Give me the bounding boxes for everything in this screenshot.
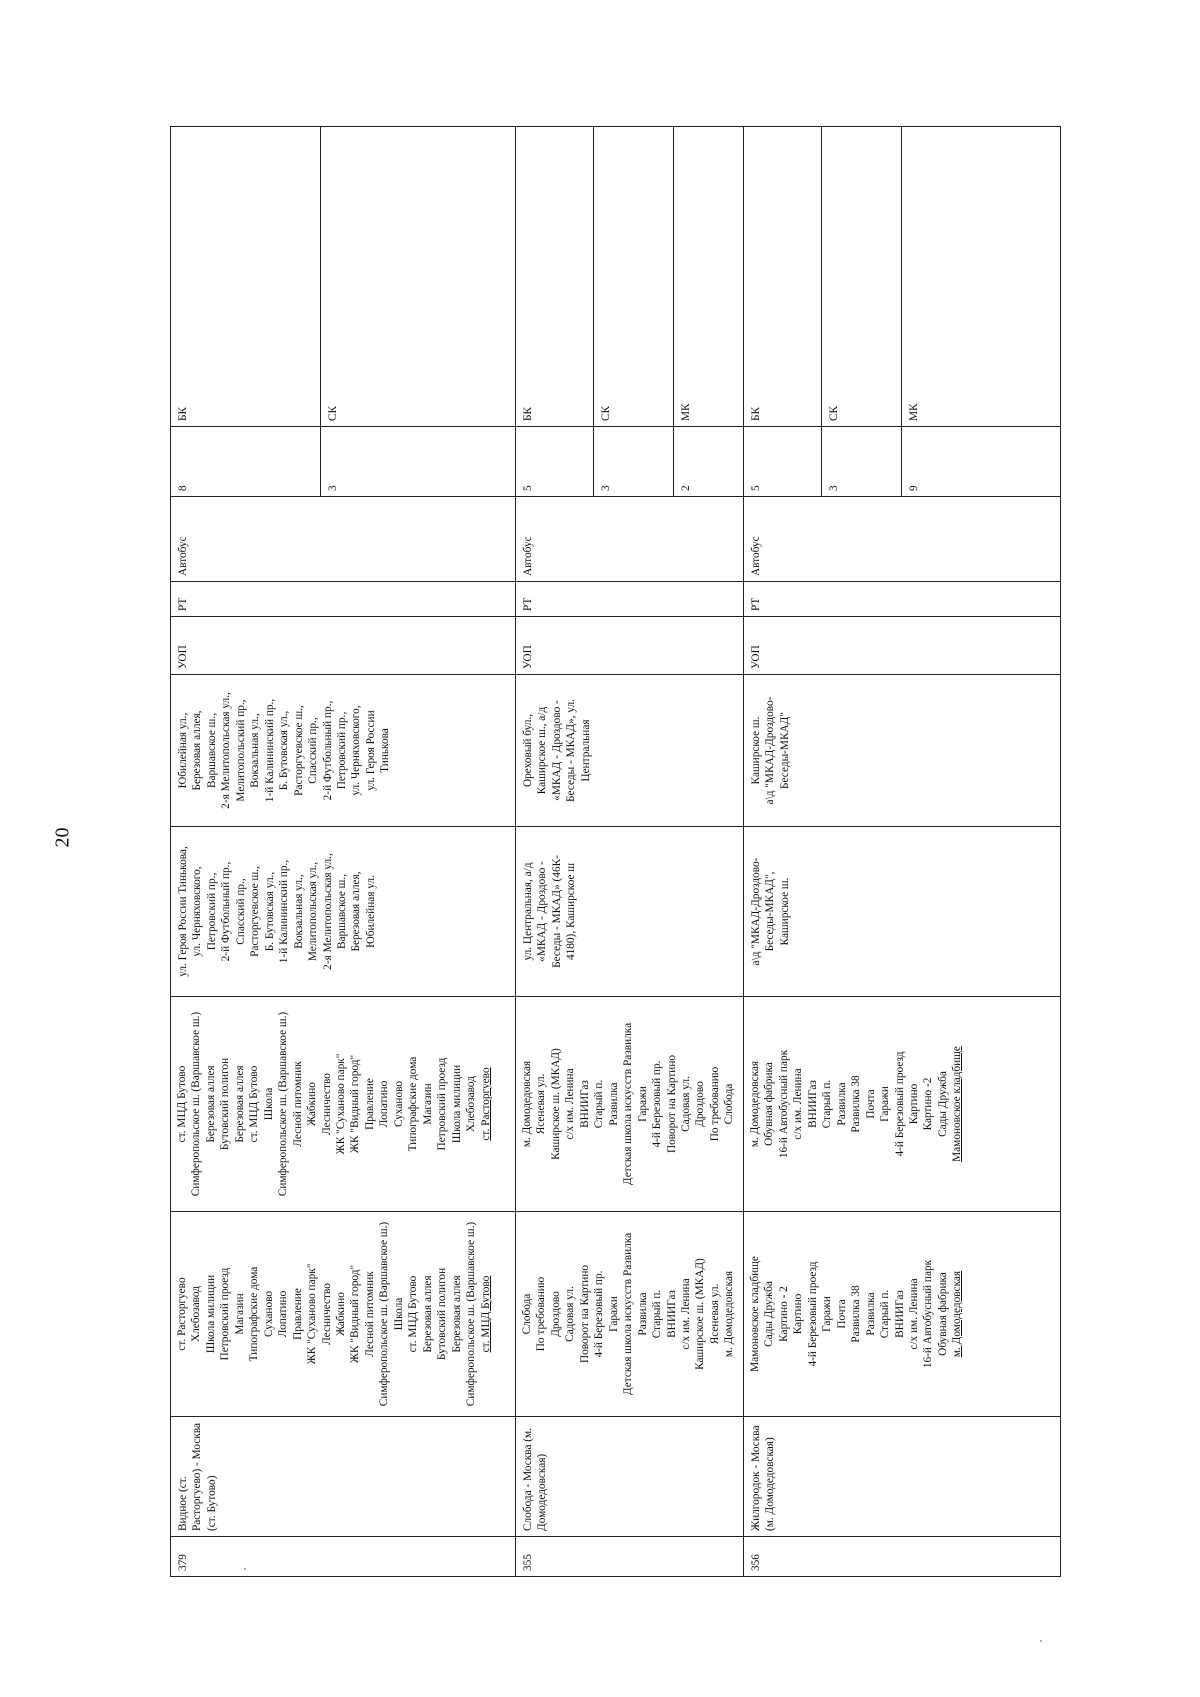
vehicle-count: 8 — [171, 427, 321, 497]
vehicle-count: 3 — [822, 427, 902, 497]
stop-item: с/х им. Ленина — [679, 1278, 692, 1350]
vehicle-type: Автобус — [171, 497, 516, 582]
street-item: Мелитопольский пр., — [234, 699, 247, 802]
stop-item: Старый п. — [879, 1289, 892, 1339]
stop-item: Гаражи — [607, 1296, 620, 1332]
street-item: ул. Героя России Тинькова, — [177, 846, 189, 977]
stop-item: Симферопольское ш. (Варшавское ш.) — [277, 1011, 290, 1197]
stop-item: Почта — [864, 1089, 877, 1119]
stop-item: Магазин — [233, 1293, 246, 1335]
route-number: 379 — [171, 1537, 516, 1577]
stop-item: Мамоновское кладбище — [749, 1256, 761, 1372]
stop-item: Школа милиции — [204, 1274, 217, 1354]
page-number: 20 — [51, 827, 74, 848]
street-item: Вокзальная ул., — [292, 874, 305, 949]
street-item: Варшавское ш., — [205, 712, 218, 789]
stop-item: Картино — [907, 1083, 920, 1125]
street-item: ул. Черняховского, — [350, 705, 363, 796]
vehicle-class: МК — [674, 127, 744, 427]
order-type: УОП — [516, 617, 744, 675]
streets-backward — [171, 675, 516, 827]
vehicle-type: Автобус — [516, 497, 744, 582]
street-item: Варшавское ш., — [335, 873, 348, 950]
street-item: «МКАД - Дроздово - — [550, 700, 563, 801]
street-item: Беседы-МКАД", — [764, 871, 777, 952]
stop-item: Правление — [291, 1288, 304, 1340]
stop-item: Правление — [363, 1078, 376, 1130]
stop-item: Лесничество — [320, 1073, 333, 1135]
street-item: 1-й Калининский пр., — [263, 698, 276, 803]
street-item: Центральная — [579, 719, 592, 782]
tariff-type: РТ — [744, 582, 1061, 617]
stop-item: Школа — [262, 1087, 275, 1121]
vehicle-count: 3 — [321, 427, 516, 497]
route-name: Видное (ст. Расторгуево) - Москва (ст. Бутово) — [171, 1417, 516, 1537]
stops-forward — [744, 1212, 1061, 1417]
street-item: а\д "МКАД-Дроздово- — [764, 696, 777, 805]
stop-item: Суханово — [392, 1081, 405, 1128]
street-item: 2-я Мелитопольская ул., — [321, 853, 334, 970]
street-item: 2-й Футбольный пр., — [321, 700, 334, 801]
stops-backward — [516, 997, 744, 1212]
street-item: 2-я Мелитопольская ул., — [220, 692, 233, 809]
stops-backward — [171, 997, 516, 1212]
stop-item: 4-й Березовый проезд — [806, 1261, 819, 1367]
street-item: 1-й Калининский пр., — [278, 859, 291, 964]
stop-item: Бутовский полигон — [219, 1057, 232, 1151]
stop-item: Гаражи — [636, 1086, 649, 1122]
street-item: Б. Бутовская ул., — [263, 871, 276, 952]
stop-item: Бутовский полигон — [436, 1267, 449, 1361]
route-row — [744, 127, 822, 1577]
vehicle-count: 2 — [674, 427, 744, 497]
stop-item: Школа милиции — [450, 1064, 463, 1144]
stop-item: Суханово — [262, 1291, 275, 1338]
street-item: Спасский пр., — [307, 717, 320, 784]
street-item: Каширское ш., а/д — [536, 706, 549, 795]
stop-item: Каширское ш. (МКАД) — [549, 1048, 562, 1160]
vehicle-class: СК — [822, 127, 902, 427]
stop-item: Старый п. — [821, 1079, 834, 1129]
stop-item: Дроздово — [694, 1081, 707, 1127]
stop-item: Развилка — [607, 1082, 620, 1126]
stop-item: ЖК "Суханово парк" — [334, 1053, 347, 1155]
stop-item: Березовая аллея — [233, 1065, 246, 1143]
stop-item: Магазин — [421, 1083, 434, 1125]
street-item: Ореховый бул., — [522, 713, 534, 788]
stop-item: Каширское ш. (МКАД) — [694, 1258, 707, 1370]
stop-item: ст. МЦД Бутово — [248, 1065, 261, 1143]
stop-item: ст. Расторгуево — [176, 1277, 188, 1351]
stop-item: Симферопольское ш. (Варшавское ш.) — [378, 1221, 391, 1407]
stop-item: Ясеневая ул. — [708, 1283, 721, 1345]
stop-item: Картино - 2 — [777, 1286, 790, 1342]
stop-item: Березовая аллея — [204, 1065, 217, 1143]
stop-item: Поворот на Картино — [578, 1264, 591, 1364]
stop-item: 16-й Автобусный парк — [922, 1259, 935, 1369]
stop-item: Слобода — [521, 1293, 533, 1335]
route-name: Слобода - Москва (м. Домодедовская) — [516, 1417, 744, 1537]
stop-item: Лесной питомник — [291, 1061, 304, 1147]
street-item: ул. Героя России — [364, 710, 377, 791]
stop-item: Гаражи — [821, 1296, 834, 1332]
stop-item: Ясеневая ул. — [535, 1073, 548, 1135]
route-row — [171, 127, 321, 1577]
stop-item: Лопатино — [277, 1290, 290, 1338]
street-item: Беседы - МКАД» (46К- — [550, 855, 563, 968]
stop-item: с/х им. Ленина — [907, 1278, 920, 1350]
stop-item: Школа — [392, 1297, 405, 1331]
stop-item: Симферопольское ш. (Варшавское ш.) — [465, 1221, 478, 1407]
stop-item: Гаражи — [879, 1086, 892, 1122]
route-name: Жилгородок - Москва (м. Домодедовская) — [744, 1417, 1061, 1537]
stop-item: Детская школа искусств Развилка — [622, 1232, 635, 1396]
street-item: Б. Бутовская ул., — [278, 710, 291, 791]
streets-forward — [171, 827, 516, 997]
streets-forward — [516, 827, 744, 997]
stop-item: ВНИИГаз — [578, 1080, 591, 1128]
stop-item: 4-й Березовый пр. — [651, 1060, 664, 1148]
stop-item: Картино — [792, 1293, 805, 1335]
stop-item: м. Домодедовская — [951, 1270, 964, 1358]
stop-item: ЖК "Видный город" — [349, 1054, 362, 1154]
stop-item: Симферопольское ш. (Варшавское ш.) — [190, 1011, 203, 1197]
street-item: Расторгуевское ш., — [292, 705, 305, 796]
street-item: Юбилейная ул., — [177, 712, 189, 789]
routes-table — [170, 126, 1061, 1577]
stop-item: Картино -2 — [922, 1077, 935, 1131]
stop-item: Сады Дружба — [763, 1281, 776, 1347]
route-number: 355 — [516, 1537, 744, 1577]
stop-item: Березовая аллея — [421, 1275, 434, 1353]
rotated-table-wrapper — [170, 127, 1060, 1577]
street-item: Юбилейная ул. — [364, 875, 377, 948]
street-item: 2-й Футбольный пр., — [220, 861, 233, 962]
street-item: а\д "МКАД-Дроздово- — [750, 857, 762, 966]
street-item: ул. Черняховского, — [191, 866, 204, 957]
stop-item: с/х им. Ленина — [792, 1068, 805, 1140]
stop-item: ст. Расторгуево — [479, 1067, 492, 1141]
stop-item: м. Домодедовская — [521, 1060, 533, 1148]
stop-item: ЖК "Суханово парк" — [306, 1263, 319, 1365]
street-item: Каширское ш. — [750, 716, 762, 785]
stop-item: м. Домодедовская — [723, 1270, 736, 1358]
stop-item: 4-й Березовый проезд — [893, 1051, 906, 1157]
stop-item: Слобода — [723, 1083, 736, 1125]
scan-speck — [1040, 1640, 1042, 1642]
vehicle-class: СК — [594, 127, 674, 427]
street-item: Петровский пр., — [205, 872, 218, 951]
vehicle-count: 3 — [594, 427, 674, 497]
stop-item: ВНИИГаз — [806, 1080, 819, 1128]
stop-item: ст. МЦД Бутово — [407, 1275, 420, 1353]
stop-item: По требованию — [708, 1066, 721, 1142]
stop-item: Почта — [835, 1299, 848, 1329]
stop-item: Типографские дома — [407, 1056, 420, 1152]
stop-item: Развилка 38 — [850, 1075, 863, 1133]
tariff-type: РТ — [516, 582, 744, 617]
street-item: 4180), Каширское ш — [565, 862, 578, 961]
stop-item: Садовая ул. — [679, 1076, 692, 1132]
stop-item: Петровский проезд — [436, 1057, 449, 1151]
vehicle-class: МК — [902, 127, 1061, 427]
stops-forward — [171, 1212, 516, 1417]
stop-item: Березовая аллея — [450, 1275, 463, 1353]
stop-item: 4-й Березовый пр. — [593, 1270, 606, 1358]
vehicle-class: СК — [321, 127, 516, 427]
street-item: Березовая аллея, — [191, 710, 204, 791]
stop-item: Хлебозавод — [190, 1286, 203, 1343]
route-number: 356 — [744, 1537, 1061, 1577]
vehicle-class: БК — [171, 127, 321, 427]
stop-item: Садовая ул. — [564, 1286, 577, 1342]
street-item: Расторгуевское ш., — [249, 866, 262, 957]
stop-item: Жабкино — [334, 1292, 347, 1336]
stop-item: Детская школа искусств Развилка — [622, 1022, 635, 1186]
stop-item: ст. МЦД Бутово — [176, 1065, 188, 1143]
stop-item: Развилка — [864, 1292, 877, 1336]
street-item: Беседы-МКАД" — [778, 712, 791, 789]
stop-item: Развилка — [636, 1292, 649, 1336]
stop-item: Дроздово — [549, 1291, 562, 1337]
vehicle-count: 9 — [902, 427, 1061, 497]
street-item: Каширское ш. — [778, 877, 791, 946]
street-item: ул. Центральная, а/д — [522, 862, 534, 961]
street-item: Беседы - МКАД», ул. — [565, 699, 578, 802]
stops-backward — [744, 997, 1061, 1212]
stop-item: ст. МЦД Бутово — [479, 1275, 492, 1353]
vehicle-class: БК — [516, 127, 594, 427]
stop-item: Лесничество — [320, 1283, 333, 1345]
stop-item: Жабкино — [306, 1082, 319, 1126]
stop-item: Петровский проезд — [219, 1267, 232, 1361]
street-item: Вокзальная ул., — [249, 713, 262, 788]
stop-item: м. Домодедовская — [749, 1060, 761, 1148]
stop-item: 16-й Автобусный парк — [777, 1049, 790, 1159]
stop-item: с/х им. Ленина — [564, 1068, 577, 1140]
stop-item: Развилка — [835, 1082, 848, 1126]
stop-item: Лесной питомник — [363, 1271, 376, 1357]
street-item: Спасский пр., — [234, 878, 247, 945]
vehicle-count: 5 — [744, 427, 822, 497]
routes-table-body — [171, 127, 1061, 1577]
streets-backward — [744, 675, 1061, 827]
stop-item: Лопатино — [378, 1080, 391, 1128]
stop-item: Старый п. — [651, 1289, 664, 1339]
stop-item: Поворот на Картино — [665, 1054, 678, 1154]
street-item: Березовая аллея, — [350, 871, 363, 952]
street-item: Петровский пр., — [335, 711, 348, 790]
stop-item: ЖК "Видный город" — [349, 1264, 362, 1364]
street-item: Тинькова — [379, 728, 392, 773]
stops-forward — [516, 1212, 744, 1417]
order-type: УОП — [744, 617, 1061, 675]
stop-item: По требованию — [535, 1276, 548, 1352]
street-item: «МКАД - Дроздово - — [536, 861, 549, 962]
stop-item: Развилка 38 — [850, 1285, 863, 1343]
street-item: Мелитопольская ул., — [307, 861, 320, 962]
stop-item: Обувная фабрика — [936, 1272, 949, 1356]
stop-item: Хлебозавод — [465, 1076, 478, 1133]
stop-item: ВНИИГаз — [665, 1290, 678, 1338]
stop-item: Мамоновское кладбище — [951, 1046, 964, 1162]
route-row — [516, 127, 594, 1577]
order-type: УОП — [171, 617, 516, 675]
stop-item: ВНИИГаз — [893, 1290, 906, 1338]
stop-item: Старый п. — [593, 1079, 606, 1129]
stop-item: Обувная фабрика — [763, 1062, 776, 1146]
vehicle-type: Автобус — [744, 497, 1061, 582]
streets-backward — [516, 675, 744, 827]
vehicle-count: 5 — [516, 427, 594, 497]
stop-item: Сады Дружба — [936, 1071, 949, 1137]
stop-item: Типографские дома — [248, 1266, 261, 1362]
vehicle-class: БК — [744, 127, 822, 427]
tariff-type: РТ — [171, 582, 516, 617]
streets-forward — [744, 827, 1061, 997]
